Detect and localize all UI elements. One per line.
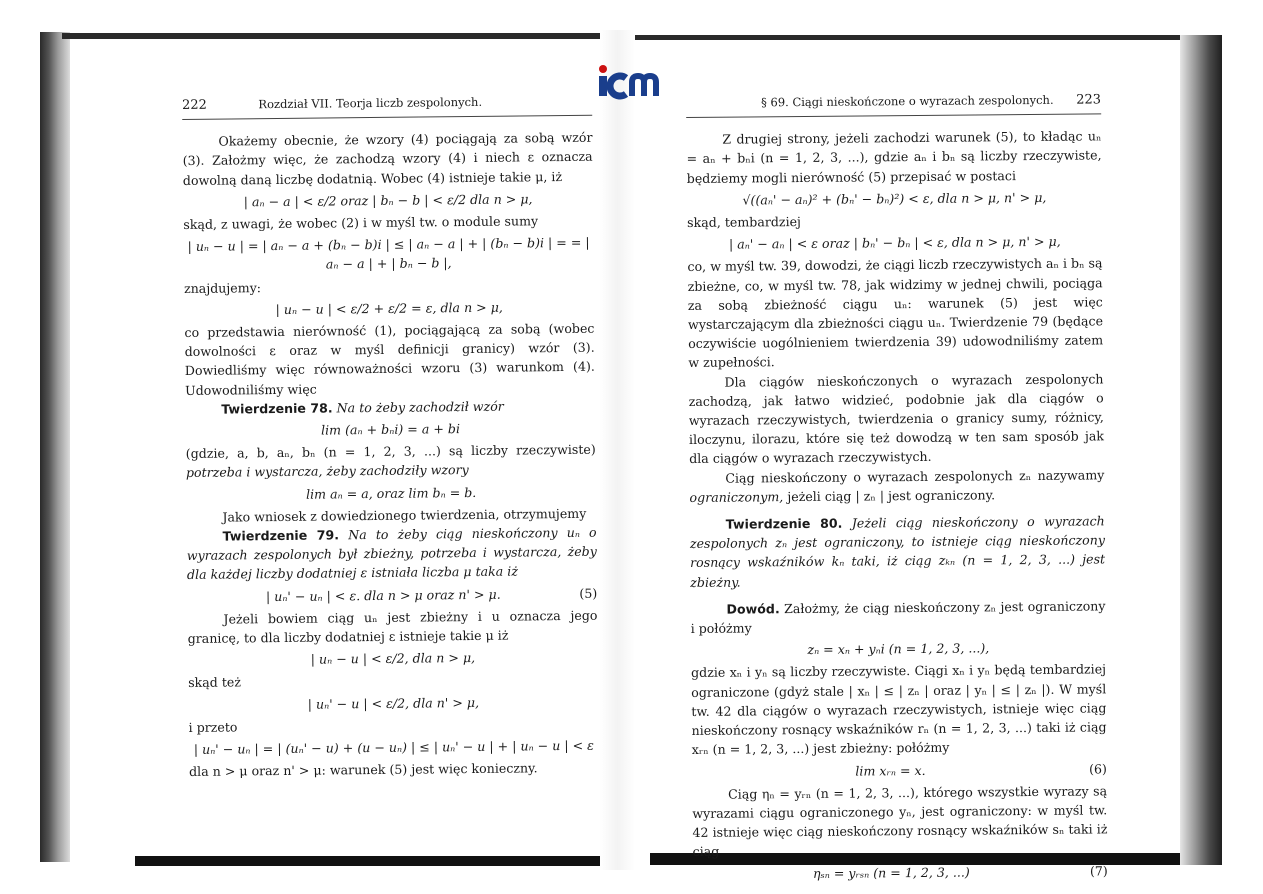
formula: | aₙ' − aₙ | < ε oraz | bₙ' − bₙ | < ε, dla n > μ, n' > μ, <box>728 233 1061 252</box>
book-edge-left <box>40 32 70 862</box>
theorem-79 <box>187 523 598 585</box>
theorem-title: Twierdzenie 78. <box>221 400 333 417</box>
theorem-78 <box>185 396 595 419</box>
theorem-80 <box>690 511 1106 591</box>
formula: √((aₙ' − aₙ)² + (bₙ' − bₙ)²) < ε, dla n > μ, n' > μ, <box>742 189 1047 208</box>
text: Ciąg nieskończony o wyrazach zespolonych zₙ nazywamy <box>725 467 1105 486</box>
paragraph: Dla ciągów nieskończonych o wyrazach zespolonych zachodzą, jak łatwo widzieć, podobnie jak dla ciągów o wyrazach rzeczywistych, twierdzenia o granicy sumy, różnicy, iloczynu, ilorazu, które się też dowodzą w ten sam sposób jak dla ciągów o wyrazach rzeczywistych. <box>688 371 1105 467</box>
theorem-text: Na to żeby ciąg nieskończony uₙ o wyrazach zespolonych był zbieżny, potrzeba i wystarcza, żeby dla każdej liczby dodatniej ε istniała liczba μ taka iż <box>186 524 597 583</box>
paragraph: skąd, z uwagi, że wobec (2) i w myśl tw. o module sumy <box>183 213 539 233</box>
paragraph: Jeżeli bowiem ciąg uₙ jest zbieżny i u oznacza jego granicę, to dla liczby dodatniej ε istnieje takie μ iż <box>187 607 598 647</box>
paragraph: Okażemy obecnie, że wzory (4) pociągają za sobą wzór (3). Założmy więc, że zachodzą wzory (4) i niech ε oznacza dowolną daną liczbę dodatnią. Wobec (4) istnieje takie μ, iż <box>182 129 593 188</box>
theorem-title: Twierdzenie 80. <box>725 515 843 532</box>
scan-border-top-left <box>62 33 602 39</box>
paragraph: skąd też <box>188 674 242 691</box>
equation-number: (7) <box>1089 862 1108 879</box>
formula: | uₙ' − uₙ | < ε. dla n > μ oraz n' > μ. <box>265 586 501 604</box>
paragraph: Ciąg ηₙ = yᵣₙ (n = 1, 2, 3, ...), którego wszystkie wyrazy są wyrazami ciągu ograniczonego yₙ, jest ograniczony: w myśl tw. 42 istnieje więc ciąg nieskończony rosnący wskaźników sₙ taki iż ciąg <box>692 783 1108 860</box>
running-head-left: Rozdział VII. Teorja liczb zespolonych. <box>258 94 483 112</box>
book-edge-right <box>1180 35 1222 865</box>
page-number-right: 223 <box>1076 92 1102 108</box>
theorem-text: Na to żeby zachodził wzór <box>336 398 504 416</box>
left-running-header <box>182 92 592 120</box>
formula: zₙ = xₙ + yₙi (n = 1, 2, 3, ...), <box>807 640 990 658</box>
formula: | uₙ − u | < ε/2, dla n > μ, <box>310 650 476 667</box>
text: jeżeli ciąg | zₙ | jest ograniczony. <box>787 487 996 504</box>
formula: | uₙ' − u | < ε/2, dla n' > μ, <box>307 694 480 712</box>
paragraph: skąd, tembardziej <box>687 214 801 231</box>
numbered-formula <box>187 583 597 606</box>
paragraph <box>186 440 596 483</box>
paragraph: znajdujemy: <box>183 279 262 296</box>
formula: lim xᵣₙ = x. <box>855 762 926 779</box>
equation-number: (6) <box>1088 760 1107 777</box>
text-italic: potrzeba i wystarcza, żeby zachodziły wzory <box>185 462 469 481</box>
paragraph: Jako wniosek z dowiedzionego twierdzenia, otrzymujemy <box>222 505 587 525</box>
left-page-text <box>182 92 599 782</box>
formula: | uₙ' − uₙ | = | (uₙ' − u) + (u − uₙ) | ≤ | uₙ' − u | + | uₙ − u | < ε <box>193 737 594 758</box>
scan-border-bottom-left <box>135 856 600 866</box>
running-head-right: § 69. Ciągi nieskończone o wyrazach zespolonych. <box>761 92 1054 110</box>
paragraph: i przeto <box>188 719 238 735</box>
formula: | uₙ − u | < ε/2 + ε/2 = ε, dla n > μ, <box>275 299 503 317</box>
theorem-title: Twierdzenie 79. <box>222 527 340 544</box>
scan-border-top-right <box>635 35 1180 40</box>
paragraph: co przedstawia nierówność (1), pociągającą za sobą (wobec dowolności ε oraz w myśl definicji granicy) wzór (3). Dowiedliśmy więc równoważności wzoru (3) warunkom (4). Udowodniliśmy więc <box>184 320 595 398</box>
formula: | uₙ − u | = | aₙ − a + (bₙ − b)i | ≤ | aₙ − a | + | (bₙ − b)i | = = | aₙ − a | + | bₙ − b |, <box>187 234 590 272</box>
icm-logo <box>596 64 660 100</box>
numbered-formula <box>692 759 1107 782</box>
numbered-formula <box>693 861 1108 884</box>
formula: | aₙ − a | < ε/2 oraz | bₙ − b | < ε/2 dla n > μ, <box>243 191 533 210</box>
right-page-text <box>686 90 1108 886</box>
paragraph: gdzie xₙ i yₙ są liczby rzeczywiste. Ciągi xₙ i yₙ będą tembardziej ograniczone (gdyż stale | xₙ | ≤ | zₙ | oraz | yₙ | ≤ | zₙ |). W myśl tw. 42 dla ciągów o wyrazach rzeczywistych, istnieje więc ciąg nieskończony rosnący wskaźników rₙ (n = 1, 2, 3, ...) taki iż ciąg xᵣₙ (n = 1, 2, 3, ...) jest zbieżny: połóżmy <box>690 661 1107 758</box>
text: Założmy, że ciąg nieskończony zₙ jest ograniczony i połóżmy <box>690 598 1106 637</box>
proof <box>690 596 1105 638</box>
proof-title: Dowód. <box>726 601 780 617</box>
text: (gdzie, a, b, aₙ, bₙ (n = 1, 2, 3, ...) są liczby rzeczywiste) <box>185 441 596 462</box>
page-number-left: 222 <box>182 97 208 113</box>
paragraph: co, w myśl tw. 39, dowodzi, że ciągi liczb rzeczywistych aₙ i bₙ są zbieżne, co, w myśl tw. 78, jak widzimy w jednej chwili, pociąga za sobą zbieżność ciągu uₙ: warunek (5) jest więc wystarczającym dla zbieżności ciągu uₙ. Twierdzenie 79 (będące oczywiście uogólnieniem twierdzenia 39) udowodniliśmy zatem w zupełności. <box>687 255 1104 371</box>
term-italic: ograniczonym, <box>689 489 784 505</box>
equation-number: (5) <box>579 585 598 601</box>
paragraph: Z drugiej strony, jeżeli zachodzi warunek (5), to kładąc uₙ = aₙ + bₙi (n = 1, 2, 3, ...), gdzie aₙ i bₙ są liczby rzeczywiste, będziemy mogli nierówność (5) przepisać w postaci <box>686 128 1102 186</box>
right-running-header <box>686 90 1101 118</box>
paragraph <box>689 465 1104 507</box>
formula: lim aₙ = a, oraz lim bₙ = b. <box>305 484 477 502</box>
paragraph: dla n > μ oraz n' > μ: warunek (5) jest więc konieczny. <box>188 760 538 780</box>
theorem-text: Jeżeli ciąg nieskończony o wyrazach zespolonych zₙ jest ograniczony, to istnieje ciąg nieskończony rosnący wskaźników kₙ taki, iż ciąg zₖₙ (n = 1, 2, 3, ...) jest zbieżny. <box>689 513 1106 590</box>
book-gutter <box>600 30 635 870</box>
formula: lim (aₙ + bₙi) = a + bi <box>320 421 461 438</box>
formula: ηₛₙ = yᵣₛₙ (n = 1, 2, 3, ...) <box>812 864 970 881</box>
